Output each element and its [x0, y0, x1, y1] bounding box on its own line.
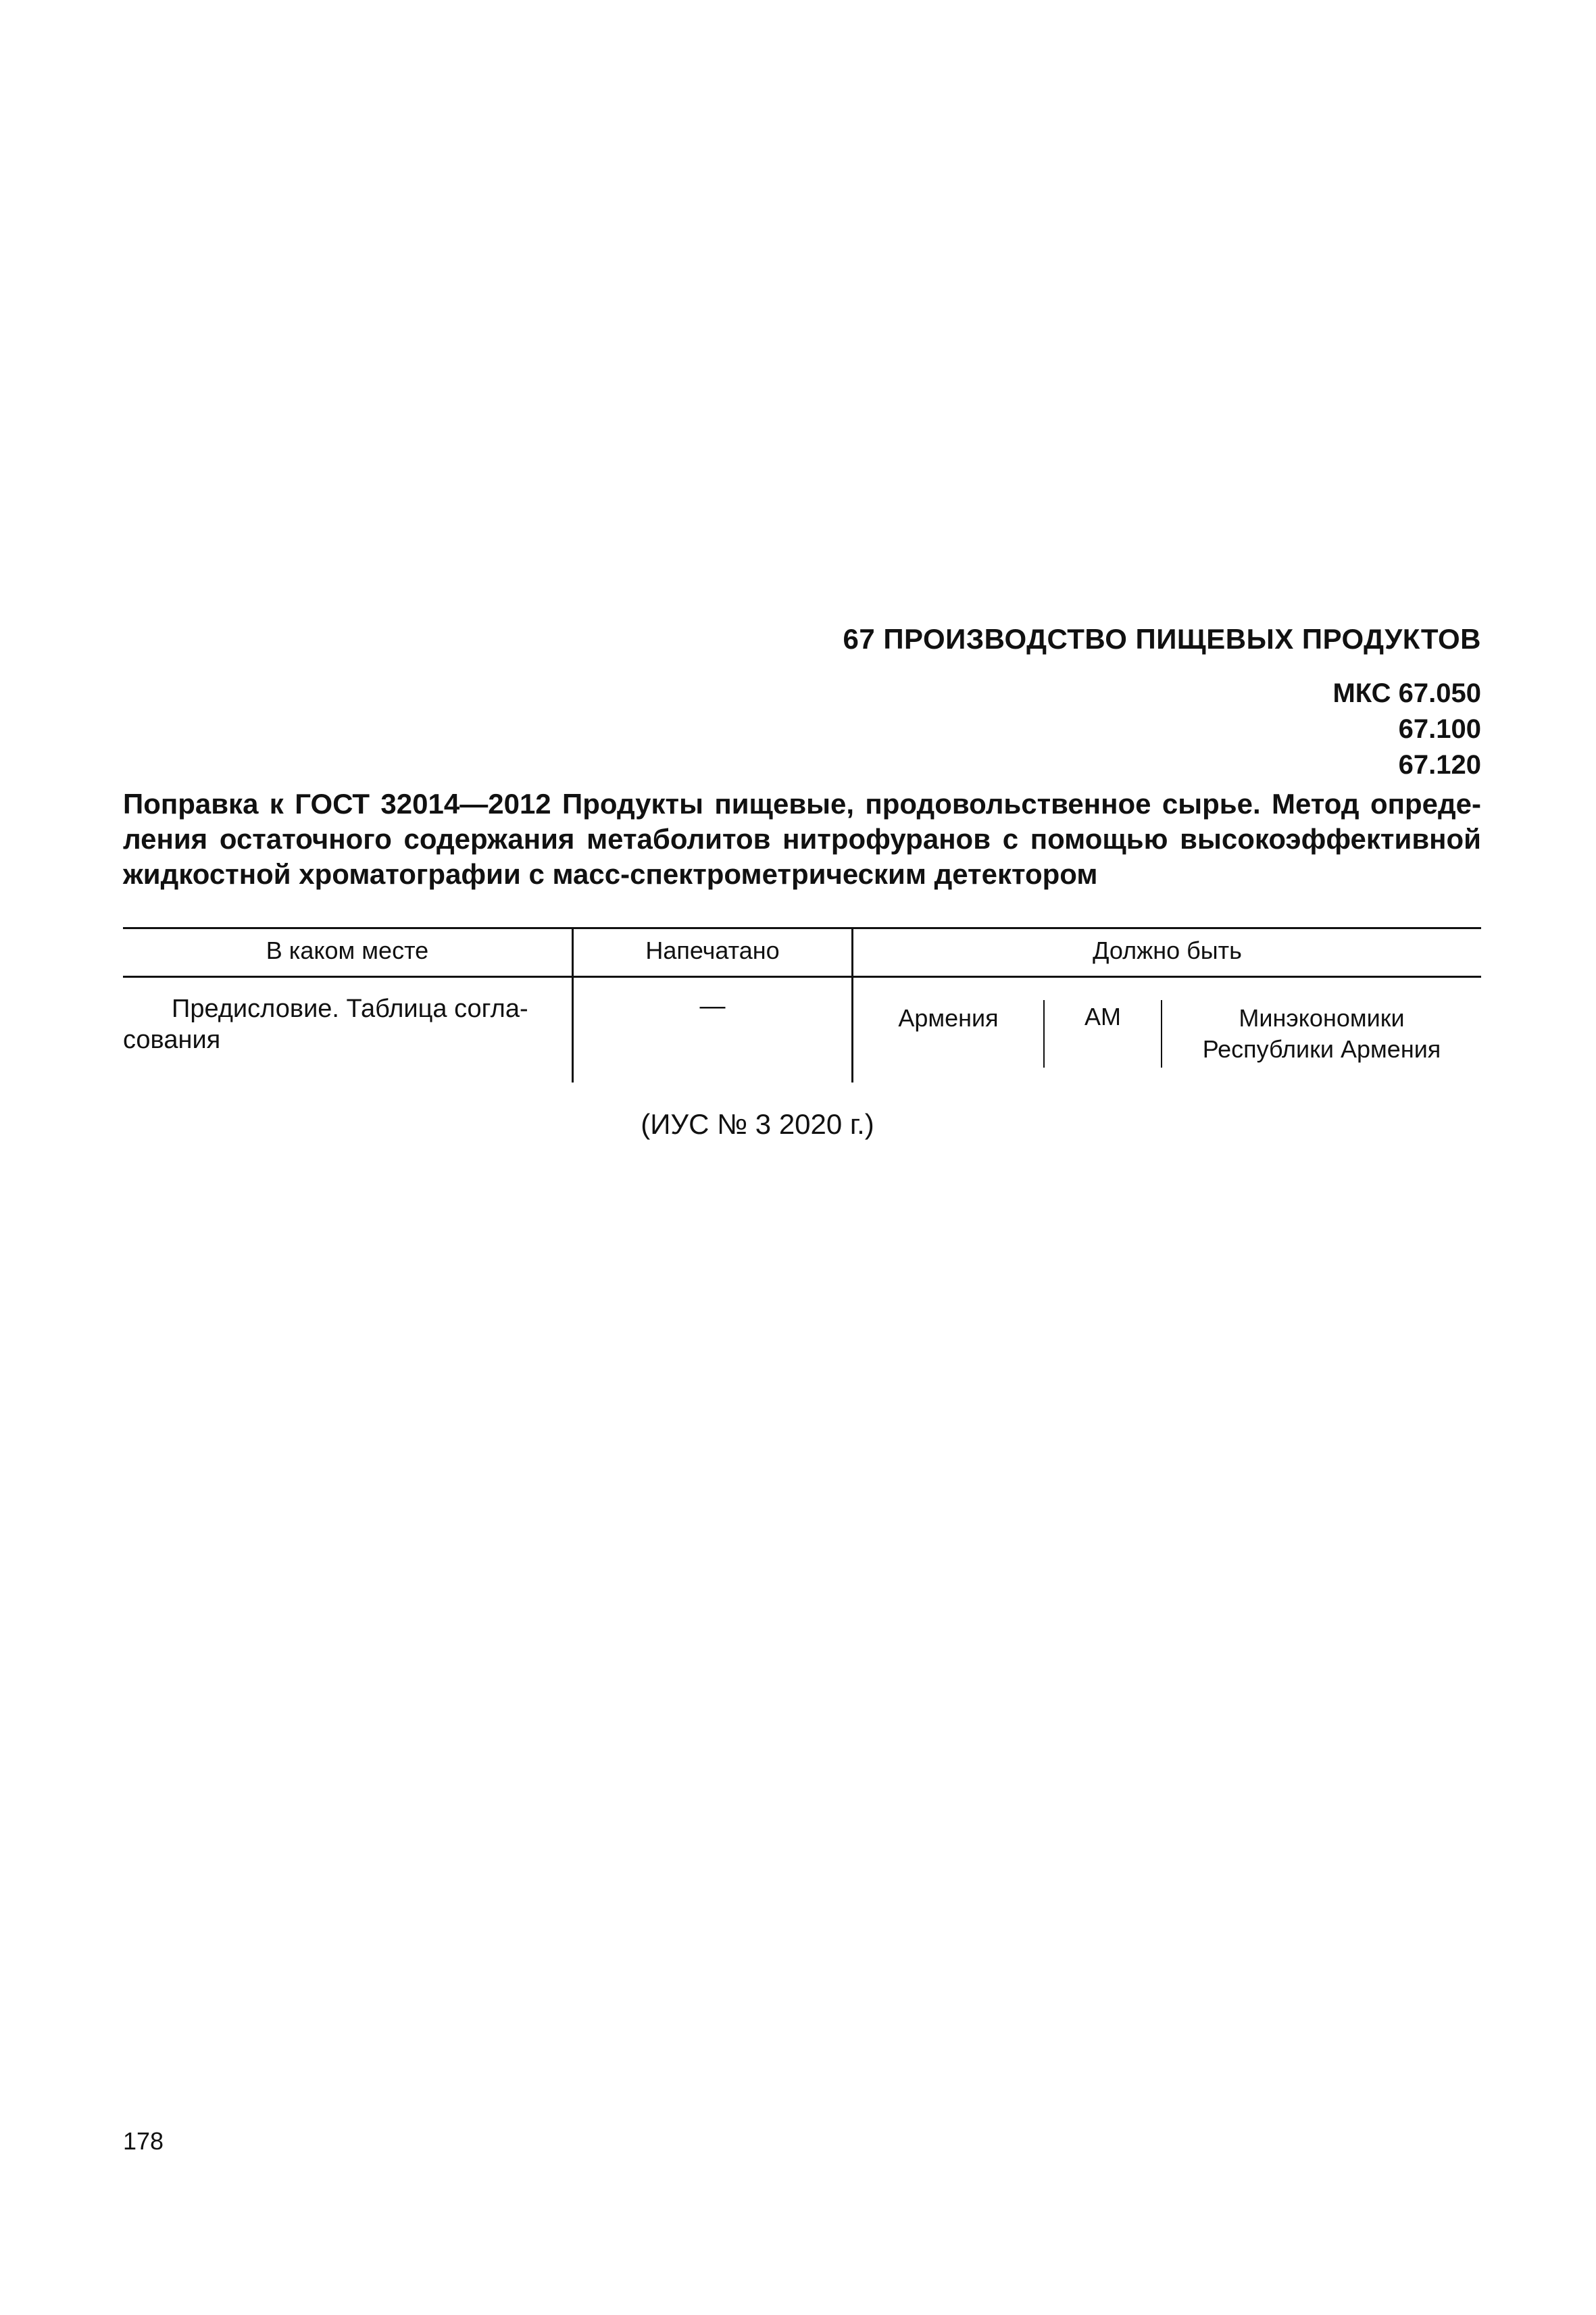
cell-text: Республики Армения: [1202, 1035, 1441, 1063]
section-heading: 67 ПРОИЗВОДСТВО ПИЩЕВЫХ ПРОДУКТОВ: [843, 623, 1481, 655]
table-cell-authority: [1162, 1003, 1481, 1065]
amendment-table: [123, 927, 1481, 1082]
table-header-should-be: Должно быть: [1093, 937, 1242, 964]
cell-text: Минэкономики: [1239, 1004, 1405, 1032]
mks-code: 67.100: [1398, 714, 1481, 744]
document-title-line: ления остаточного содержания метаболитов нитрофуранов с помощью высокоэффективной: [123, 823, 1481, 855]
ius-reference: (ИУС № 3 2020 г.): [641, 1108, 874, 1140]
document-title-line: Поправка к ГОСТ 32014—2012 Продукты пищевые, продовольственное сырье. Метод опреде-: [123, 788, 1481, 820]
table-cell-country: Армения: [898, 1004, 999, 1032]
table-header-rule: [123, 976, 1481, 978]
footer-note: [0, 1108, 1596, 1141]
document-title-line: жидкостной хроматографии с масс-спектрометрическим детектором: [123, 858, 1098, 890]
cell-text: сования: [123, 1026, 221, 1054]
table-top-rule: [123, 927, 1481, 929]
mks-code: 67.120: [1398, 750, 1481, 780]
mks-code: МКС 67.050: [1332, 678, 1481, 708]
table-header-printed: Напечатано: [645, 937, 780, 964]
table-cell-code: AM: [1084, 1003, 1121, 1030]
mks-codes: [1332, 676, 1481, 783]
page-number: 178: [123, 2127, 164, 2155]
table-cell-printed: —: [699, 992, 726, 1020]
document-title: [123, 787, 1481, 892]
cell-text: Предисловие. Таблица согла-: [172, 995, 528, 1023]
table-cell-where: [123, 993, 562, 1055]
table-header-where: В каком месте: [266, 937, 429, 964]
